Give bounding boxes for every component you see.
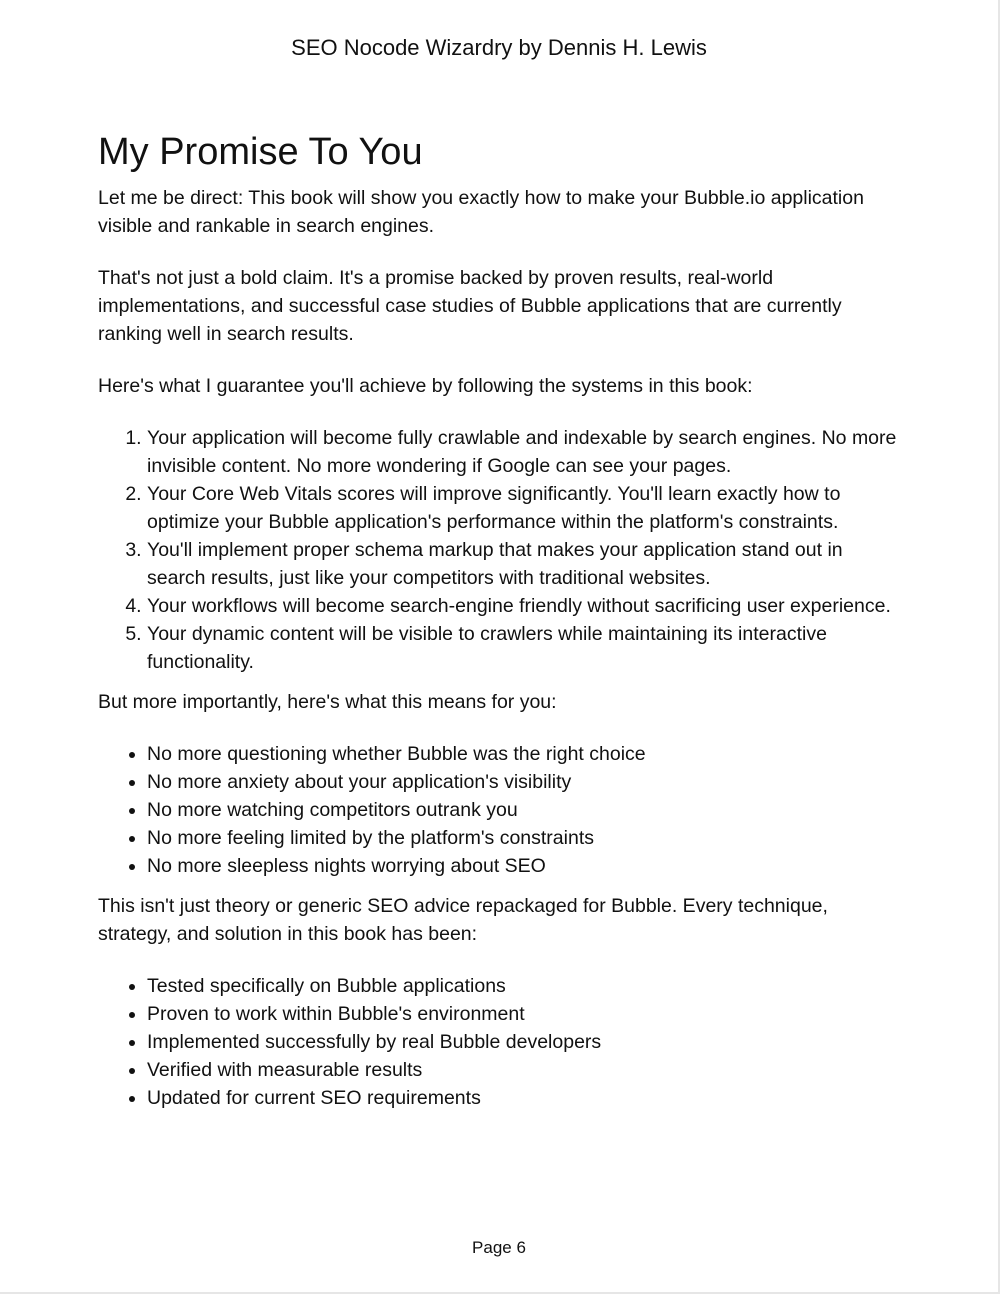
list-item: • Implemented successfully by real Bubble developers: [147, 1028, 906, 1056]
list-item: • No more feeling limited by the platform's constraints: [147, 824, 906, 852]
list-item: • Updated for current SEO requirements: [147, 1084, 906, 1112]
list-item: • No more watching competitors outrank you: [147, 796, 906, 824]
list-item: 2. Your Core Web Vitals scores will improve significantly. You'll learn exactly how to optimize your Bubble application's performance within the platform's constraints.: [147, 480, 906, 536]
intro-paragraph-3: Here's what I guarantee you'll achieve by following the systems in this book:: [98, 375, 753, 397]
list-item: 3. You'll implement proper schema markup that makes your application stand out in search results, just like your competitors with traditional websites.: [147, 536, 906, 592]
meaning-list: [98, 740, 906, 880]
list-item: • Proven to work within Bubble's environment: [147, 1000, 906, 1028]
list-item: • No more questioning whether Bubble was the right choice: [147, 740, 906, 768]
section-heading: My Promise To You: [98, 131, 423, 173]
guarantees-list: [98, 424, 906, 676]
list-item: 4. Your workflows will become search-engine friendly without sacrificing user experience.: [147, 592, 906, 620]
list-item: • No more sleepless nights worrying about SEO: [147, 852, 906, 880]
list-item: • No more anxiety about your application's visibility: [147, 768, 906, 796]
list-item: 1. Your application will become fully crawlable and indexable by search engines. No more invisible content. No more wondering if Google can see your pages.: [147, 424, 906, 480]
page-content: [98, 128, 906, 1124]
list-item: 5. Your dynamic content will be visible to crawlers while maintaining its interactive functionality.: [147, 620, 906, 676]
tested-intro: This isn't just theory or generic SEO advice repackaged for Bubble. Every technique, strategy, and solution in this book has been:: [98, 895, 828, 945]
list-item: • Tested specifically on Bubble applications: [147, 972, 906, 1000]
running-header: SEO Nocode Wizardry by Dennis H. Lewis: [291, 35, 707, 60]
tested-list: [98, 972, 906, 1112]
list-item: • Verified with measurable results: [147, 1056, 906, 1084]
meaning-intro: But more importantly, here's what this means for you:: [98, 691, 557, 713]
intro-paragraph-1: Let me be direct: This book will show you exactly how to make your Bubble.io application visible and rankable in search engines.: [98, 187, 864, 237]
intro-paragraph-2: That's not just a bold claim. It's a promise backed by proven results, real-world implementations, and successful case studies of Bubble applications that are currently ranking well in search results.: [98, 267, 842, 345]
page-number: Page 6: [472, 1238, 526, 1257]
